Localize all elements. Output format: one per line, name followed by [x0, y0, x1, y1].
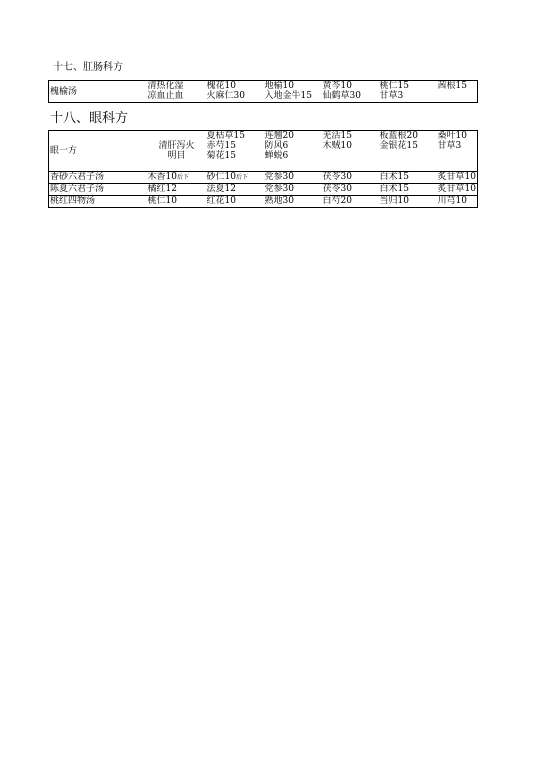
herb: 法夏12 — [206, 184, 236, 194]
herb: 甘草3 — [379, 91, 404, 101]
herb: 白术15 — [379, 172, 409, 182]
herb: 羌活15 — [322, 131, 352, 141]
herb: 防风6 — [264, 141, 289, 151]
herb-cell — [379, 196, 437, 208]
herb-cell — [264, 81, 322, 103]
herb: 桃仁10 — [147, 196, 177, 206]
herb: 炙甘草10 — [437, 172, 476, 182]
herb-cell — [206, 81, 264, 103]
herb: 茯苓30 — [322, 172, 352, 182]
herb: 党参30 — [264, 184, 294, 194]
table-row — [49, 184, 478, 196]
herb: 仙鹤草30 — [322, 91, 361, 101]
formula-function — [147, 81, 206, 103]
herb: 熟地30 — [264, 196, 294, 206]
formula-function — [147, 131, 206, 172]
section-title-anorectal: 十七、肛肠科方 — [53, 62, 123, 73]
herb: 党参30 — [264, 172, 294, 182]
herb-cell — [264, 184, 322, 196]
herb-cell — [264, 131, 322, 172]
herb: 炙甘草10 — [437, 184, 476, 194]
herb-cell — [322, 196, 379, 208]
herb: 金银花15 — [379, 141, 418, 151]
herb-cell — [322, 172, 379, 184]
formula-name: 香砂六君子汤 — [50, 172, 105, 182]
herb-cell — [437, 196, 478, 208]
herb-cell — [437, 172, 478, 184]
formula-name: 陈夏六君子汤 — [50, 184, 105, 194]
function-line: 凉血止血 — [147, 91, 184, 101]
table-anorectal-formulas — [48, 80, 478, 103]
herb: 黄芩10 — [322, 81, 352, 91]
function-line: 清肝泻火 — [158, 141, 195, 151]
herb-cell — [437, 184, 478, 196]
herb: 赤芍15 — [206, 141, 236, 151]
herb-cell — [264, 172, 322, 184]
herb-note: 后下 — [235, 174, 248, 181]
herb: 甘草3 — [437, 141, 462, 151]
herb-cell — [437, 81, 478, 103]
herb: 木香10 — [147, 172, 177, 182]
herb: 白芍20 — [322, 196, 352, 206]
herb: 连翘20 — [264, 131, 294, 141]
herb: 桑叶10 — [437, 131, 467, 141]
herb-cell — [147, 172, 206, 184]
herb: 白术15 — [379, 184, 409, 194]
herb-cell — [322, 184, 379, 196]
herb: 入地金牛15 — [264, 91, 312, 101]
herb: 槐花10 — [206, 81, 236, 91]
formula-name: 桃红四物汤 — [50, 196, 96, 206]
herb-cell — [206, 172, 264, 184]
herb-cell — [206, 184, 264, 196]
herb-cell — [206, 131, 264, 172]
herb-note: 后下 — [176, 174, 189, 181]
herb: 木贼10 — [322, 141, 352, 151]
table-row — [49, 172, 478, 184]
formula-name: 槐榆汤 — [50, 86, 78, 97]
herb-cell — [322, 131, 379, 172]
herb: 川芎10 — [437, 196, 467, 206]
herb: 砂仁10 — [206, 172, 236, 182]
herb: 当归10 — [379, 196, 409, 206]
herb-cell — [379, 172, 437, 184]
herb-cell — [379, 81, 437, 103]
herb: 桃仁15 — [379, 81, 409, 91]
herb: 夏枯草15 — [206, 131, 245, 141]
herb: 红花10 — [206, 196, 236, 206]
herb: 火麻仁30 — [206, 91, 245, 101]
table-row — [49, 131, 478, 172]
herb: 板蓝根20 — [379, 131, 418, 141]
formula-name: 眼一方 — [50, 146, 78, 156]
function-line: 明目 — [167, 151, 186, 161]
table-row — [49, 81, 478, 103]
table-row — [49, 196, 478, 208]
section-title-ophthalmology: 十八、眼科方 — [50, 111, 129, 126]
herb-cell — [379, 184, 437, 196]
herb-cell — [206, 196, 264, 208]
herb-cell — [147, 184, 206, 196]
herb: 地榆10 — [264, 81, 294, 91]
herb: 菊花15 — [206, 151, 236, 161]
herb-cell — [379, 131, 437, 172]
herb-cell — [147, 196, 206, 208]
herb-cell — [322, 81, 379, 103]
herb-cell — [264, 196, 322, 208]
herb: 蝉蜕6 — [264, 151, 289, 161]
herb: 茜根15 — [437, 81, 467, 91]
herb-cell — [437, 131, 478, 172]
function-line: 清热化湿 — [147, 81, 184, 91]
herb: 茯苓30 — [322, 184, 352, 194]
table-ophthalmology-formulas — [48, 130, 478, 208]
herb: 橘红12 — [147, 184, 177, 194]
